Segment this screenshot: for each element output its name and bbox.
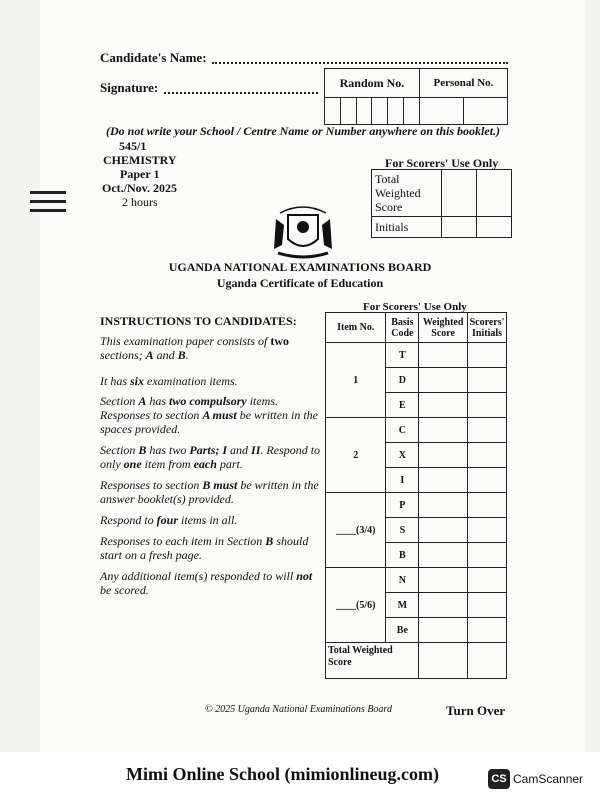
candidate-name-field[interactable] bbox=[212, 62, 508, 64]
instructions-title: INSTRUCTIONS TO CANDIDATES: bbox=[100, 314, 297, 328]
initials-label: Initials bbox=[372, 217, 442, 238]
basis-code: I bbox=[386, 468, 419, 493]
total-weighted-score-cell[interactable] bbox=[419, 643, 468, 679]
watermark-text: Mimi Online School (mimionlineug.com) bbox=[126, 764, 439, 784]
initials-cell[interactable] bbox=[468, 493, 507, 518]
weighted-score-cell[interactable] bbox=[419, 543, 468, 568]
random-no-box[interactable] bbox=[372, 98, 388, 125]
total-initials-cell[interactable] bbox=[468, 643, 507, 679]
personal-no-label: Personal No. bbox=[419, 69, 507, 98]
random-personal-grid bbox=[324, 68, 508, 125]
signature-label: Signature: bbox=[100, 80, 159, 95]
weighted-score-cell[interactable] bbox=[419, 593, 468, 618]
initials-cell[interactable] bbox=[468, 543, 507, 568]
basis-code: P bbox=[386, 493, 419, 518]
initials-cell[interactable] bbox=[468, 593, 507, 618]
weighted-score-cell[interactable] bbox=[419, 418, 468, 443]
instruction-item: Section B has two Parts; I and II. Respond to only one item from each part. bbox=[100, 443, 321, 471]
random-no-label: Random No. bbox=[325, 69, 420, 98]
basis-code: N bbox=[386, 568, 419, 593]
random-no-box[interactable] bbox=[340, 98, 356, 125]
weighted-score-cell[interactable] bbox=[419, 368, 468, 393]
paper-code: 545/1 bbox=[119, 139, 147, 153]
item-2-label: 2 bbox=[326, 418, 386, 493]
header-weighted-score: Weighted Score bbox=[419, 313, 468, 343]
edge-mark bbox=[30, 200, 66, 203]
total-score-box-2[interactable] bbox=[477, 170, 512, 217]
weighted-score-cell[interactable] bbox=[419, 343, 468, 368]
edge-mark bbox=[30, 191, 66, 194]
initials-cell[interactable] bbox=[468, 618, 507, 643]
duration: 2 hours bbox=[122, 195, 158, 209]
board-name: UGANDA NATIONAL EXAMINATIONS BOARD bbox=[168, 260, 432, 274]
instruction-item: It has six examination items. bbox=[100, 374, 238, 388]
subject: CHEMISTRY bbox=[103, 153, 177, 167]
instruction-item: Section A has two compulsory items. Responses to section A must be written in the spaces provided. bbox=[100, 394, 319, 436]
basis-code: D bbox=[386, 368, 419, 393]
edge-mark bbox=[30, 209, 66, 212]
uneb-logo-icon bbox=[270, 205, 336, 261]
instruction-item: Responses to section B must be written in the answer booklet(s) provided. bbox=[100, 478, 319, 506]
score-table-title: For Scorers' Use Only bbox=[363, 301, 467, 313]
item-3-4-label[interactable]: ____(3/4) bbox=[326, 493, 386, 568]
scorers-box bbox=[371, 169, 512, 238]
paper-number: Paper 1 bbox=[120, 167, 160, 181]
weighted-score-cell[interactable] bbox=[419, 568, 468, 593]
initials-cell[interactable] bbox=[468, 343, 507, 368]
instruction-item: This examination paper consists of two sections; A and B. bbox=[100, 334, 290, 362]
weighted-score-cell[interactable] bbox=[419, 618, 468, 643]
basis-code: E bbox=[386, 393, 419, 418]
camscanner-badge-icon: CS bbox=[488, 769, 510, 789]
item-1-label: 1 bbox=[326, 343, 386, 418]
personal-no-box[interactable] bbox=[463, 98, 507, 125]
basis-code: C bbox=[386, 418, 419, 443]
basis-code: B bbox=[386, 543, 419, 568]
total-weighted-score-label: Total Weighted Score bbox=[372, 170, 442, 217]
disclaimer: (Do not write your School / Centre Name or Number anywhere on this booklet.) bbox=[106, 124, 501, 138]
personal-no-box[interactable] bbox=[419, 98, 463, 125]
basis-code: S bbox=[386, 518, 419, 543]
instruction-item: Respond to four items in all. bbox=[100, 513, 238, 527]
signature-field[interactable] bbox=[164, 92, 318, 94]
instruction-item: Responses to each item in Section B should start on a fresh page. bbox=[100, 534, 309, 562]
header-basis-code: Basis Code bbox=[386, 313, 419, 343]
random-no-box[interactable] bbox=[325, 98, 341, 125]
initials-cell[interactable] bbox=[468, 368, 507, 393]
initials-box-1[interactable] bbox=[442, 217, 477, 238]
total-weighted-score-label: Total Weighted Score bbox=[326, 643, 419, 679]
basis-code: M bbox=[386, 593, 419, 618]
scorers-box-title: For Scorers' Use Only bbox=[385, 156, 499, 170]
initials-cell[interactable] bbox=[468, 468, 507, 493]
session: Oct./Nov. 2025 bbox=[102, 181, 177, 195]
header-scorers-initials: Scorers' Initials bbox=[468, 313, 507, 343]
weighted-score-cell[interactable] bbox=[419, 468, 468, 493]
header-item-no: Item No. bbox=[326, 313, 386, 343]
turn-over: Turn Over bbox=[446, 703, 506, 718]
score-table bbox=[325, 312, 507, 679]
camscanner-label: CamScanner bbox=[513, 772, 584, 786]
weighted-score-cell[interactable] bbox=[419, 518, 468, 543]
initials-cell[interactable] bbox=[468, 418, 507, 443]
weighted-score-cell[interactable] bbox=[419, 393, 468, 418]
candidate-name-label: Candidate's Name: bbox=[100, 50, 207, 65]
random-no-box[interactable] bbox=[388, 98, 404, 125]
item-5-6-label[interactable]: ____(5/6) bbox=[326, 568, 386, 643]
basis-code: T bbox=[386, 343, 419, 368]
initials-box-2[interactable] bbox=[477, 217, 512, 238]
instruction-item: Any additional item(s) responded to will not be scored. bbox=[100, 569, 313, 597]
weighted-score-cell[interactable] bbox=[419, 493, 468, 518]
initials-cell[interactable] bbox=[468, 518, 507, 543]
certificate-name: Uganda Certificate of Education bbox=[216, 276, 384, 290]
initials-cell[interactable] bbox=[468, 393, 507, 418]
initials-cell[interactable] bbox=[468, 443, 507, 468]
weighted-score-cell[interactable] bbox=[419, 443, 468, 468]
random-no-box[interactable] bbox=[404, 98, 420, 125]
total-score-box-1[interactable] bbox=[442, 170, 477, 217]
basis-code: X bbox=[386, 443, 419, 468]
basis-code: Be bbox=[386, 618, 419, 643]
initials-cell[interactable] bbox=[468, 568, 507, 593]
copyright: © 2025 Uganda National Examinations Board bbox=[205, 704, 392, 715]
random-no-box[interactable] bbox=[356, 98, 372, 125]
